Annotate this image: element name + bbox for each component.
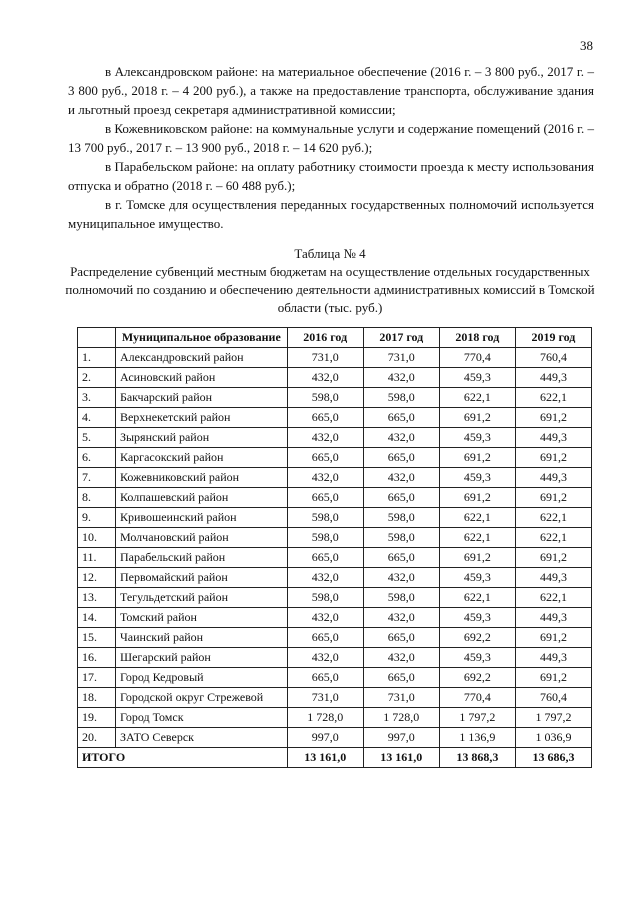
row-number: 13. [78,588,116,608]
value-2016: 598,0 [287,508,363,528]
value-2016: 432,0 [287,608,363,628]
total-label: ИТОГО [78,748,288,768]
value-2016: 432,0 [287,568,363,588]
table-row [78,528,592,548]
municipality-name: ЗАТО Северск [115,728,287,748]
table-row [78,708,592,728]
value-2017: 665,0 [363,448,439,468]
municipality-name: Асиновский район [115,368,287,388]
table-row [78,448,592,468]
table-row [78,608,592,628]
row-number: 14. [78,608,116,628]
total-2016: 13 161,0 [287,748,363,768]
value-2019: 449,3 [515,428,591,448]
value-2018: 770,4 [439,688,515,708]
value-2018: 691,2 [439,448,515,468]
header-2018: 2018 год [439,328,515,348]
value-2017: 1 728,0 [363,708,439,728]
paragraph-tomsk: в г. Томске для осуществления переданных государственных полномочий используется муниципальное имущество. [68,197,594,231]
row-number: 12. [78,568,116,588]
value-2018: 622,1 [439,528,515,548]
municipality-name: Александровский район [115,348,287,368]
value-2018: 622,1 [439,588,515,608]
header-2016: 2016 год [287,328,363,348]
value-2017: 665,0 [363,548,439,568]
table-row [78,628,592,648]
table-row [78,508,592,528]
value-2018: 692,2 [439,628,515,648]
municipality-name: Шегарский район [115,648,287,668]
table-row [78,488,592,508]
municipality-name: Каргасокский район [115,448,287,468]
subvention-table [77,327,592,768]
table-row [78,388,592,408]
value-2018: 691,2 [439,488,515,508]
header-municipality: Муниципальное образование [115,328,287,348]
value-2019: 691,2 [515,448,591,468]
value-2017: 665,0 [363,488,439,508]
value-2018: 691,2 [439,408,515,428]
municipality-name: Тегульдетский район [115,588,287,608]
value-2019: 1 797,2 [515,708,591,728]
value-2017: 598,0 [363,388,439,408]
value-2017: 432,0 [363,428,439,448]
row-number: 6. [78,448,116,468]
row-number: 9. [78,508,116,528]
paragraph-kozhevnikovsky: в Кожевниковском районе: на коммунальные услуги и содержание помещений (2016 г. – 13 700 руб., 2017 г. – 13 900 руб., 2018 г. – 14 620 руб.); [68,121,594,155]
value-2018: 459,3 [439,468,515,488]
value-2019: 691,2 [515,408,591,428]
row-number: 3. [78,388,116,408]
table-caption: Распределение субвенций местным бюджетам на осуществление отдельных государственных полномочий по созданию и обеспечению деятельности административных комиссий в Томской области (тыс. руб.) [65,264,595,315]
value-2018: 622,1 [439,388,515,408]
value-2017: 432,0 [363,368,439,388]
row-number: 11. [78,548,116,568]
header-2017: 2017 год [363,328,439,348]
value-2016: 598,0 [287,388,363,408]
row-number: 4. [78,408,116,428]
value-2018: 691,2 [439,548,515,568]
row-number: 1. [78,348,116,368]
total-2019: 13 686,3 [515,748,591,768]
table-row [78,668,592,688]
value-2017: 598,0 [363,528,439,548]
value-2018: 459,3 [439,568,515,588]
total-row [78,748,592,768]
municipality-name: Кривошеинский район [115,508,287,528]
value-2016: 665,0 [287,628,363,648]
row-number: 8. [78,488,116,508]
paragraph-aleksandrovsky: в Александровском районе: на материальное обеспечение (2016 г. – 3 800 руб., 2017 г. – 3 800 руб., 2018 г. – 4 200 руб.), а также на предоставление транспорта, обслуживание здания и льготный проезд секретаря административной комиссии; [68,64,594,117]
table-row [78,568,592,588]
value-2016: 432,0 [287,368,363,388]
value-2018: 692,2 [439,668,515,688]
municipality-name: Кожевниковский район [115,468,287,488]
value-2016: 1 728,0 [287,708,363,728]
row-number: 15. [78,628,116,648]
value-2016: 665,0 [287,668,363,688]
value-2016: 665,0 [287,548,363,568]
value-2018: 459,3 [439,428,515,448]
value-2017: 432,0 [363,468,439,488]
table-row [78,468,592,488]
value-2017: 432,0 [363,608,439,628]
value-2016: 432,0 [287,648,363,668]
value-2019: 449,3 [515,568,591,588]
value-2017: 432,0 [363,568,439,588]
municipality-name: Бакчарский район [115,388,287,408]
municipality-name: Зырянский район [115,428,287,448]
municipality-name: Первомайский район [115,568,287,588]
value-2016: 598,0 [287,588,363,608]
value-2017: 665,0 [363,668,439,688]
value-2019: 691,2 [515,548,591,568]
municipality-name: Парабельский район [115,548,287,568]
municipality-name: Чаинский район [115,628,287,648]
value-2018: 459,3 [439,648,515,668]
value-2019: 622,1 [515,508,591,528]
value-2019: 691,2 [515,628,591,648]
total-2017: 13 161,0 [363,748,439,768]
table-row [78,548,592,568]
value-2019: 1 036,9 [515,728,591,748]
value-2017: 997,0 [363,728,439,748]
value-2019: 760,4 [515,688,591,708]
value-2018: 459,3 [439,608,515,628]
value-2019: 449,3 [515,468,591,488]
value-2018: 770,4 [439,348,515,368]
row-number: 2. [78,368,116,388]
value-2019: 449,3 [515,608,591,628]
municipality-name: Томский район [115,608,287,628]
row-number: 5. [78,428,116,448]
table-row [78,688,592,708]
table-row [78,728,592,748]
table-row [78,648,592,668]
value-2016: 731,0 [287,688,363,708]
municipality-name: Колпашевский район [115,488,287,508]
municipality-name: Верхнекетский район [115,408,287,428]
table-row [78,368,592,388]
value-2019: 449,3 [515,648,591,668]
total-2018: 13 868,3 [439,748,515,768]
row-number: 20. [78,728,116,748]
table-row [78,348,592,368]
value-2018: 459,3 [439,368,515,388]
municipality-name: Город Томск [115,708,287,728]
value-2017: 665,0 [363,408,439,428]
value-2016: 665,0 [287,448,363,468]
value-2017: 432,0 [363,648,439,668]
value-2017: 731,0 [363,688,439,708]
value-2018: 1 797,2 [439,708,515,728]
row-number: 10. [78,528,116,548]
value-2019: 622,1 [515,588,591,608]
page-number: 38 [580,38,593,53]
table-row [78,428,592,448]
table-row [78,408,592,428]
value-2016: 598,0 [287,528,363,548]
value-2017: 598,0 [363,588,439,608]
row-number: 17. [78,668,116,688]
value-2019: 691,2 [515,668,591,688]
value-2016: 731,0 [287,348,363,368]
header-2019: 2019 год [515,328,591,348]
value-2016: 665,0 [287,408,363,428]
row-number: 19. [78,708,116,728]
value-2016: 432,0 [287,428,363,448]
paragraph-parabelsky: в Парабельском районе: на оплату работнику стоимости проезда к месту использования отпуска и обратно (2018 г. – 60 488 руб.); [68,159,594,193]
table-header-row [78,328,592,348]
municipality-name: Городской округ Стрежевой [115,688,287,708]
value-2017: 731,0 [363,348,439,368]
value-2018: 1 136,9 [439,728,515,748]
table-title: Таблица № 4 [294,246,366,261]
municipality-name: Город Кедровый [115,668,287,688]
value-2019: 760,4 [515,348,591,368]
municipality-name: Молчановский район [115,528,287,548]
row-number: 18. [78,688,116,708]
value-2017: 665,0 [363,628,439,648]
value-2016: 432,0 [287,468,363,488]
value-2019: 622,1 [515,388,591,408]
value-2017: 598,0 [363,508,439,528]
table-row [78,588,592,608]
value-2016: 665,0 [287,488,363,508]
row-number: 7. [78,468,116,488]
value-2019: 622,1 [515,528,591,548]
header-number [78,328,116,348]
value-2019: 449,3 [515,368,591,388]
value-2018: 622,1 [439,508,515,528]
value-2016: 997,0 [287,728,363,748]
value-2019: 691,2 [515,488,591,508]
row-number: 16. [78,648,116,668]
